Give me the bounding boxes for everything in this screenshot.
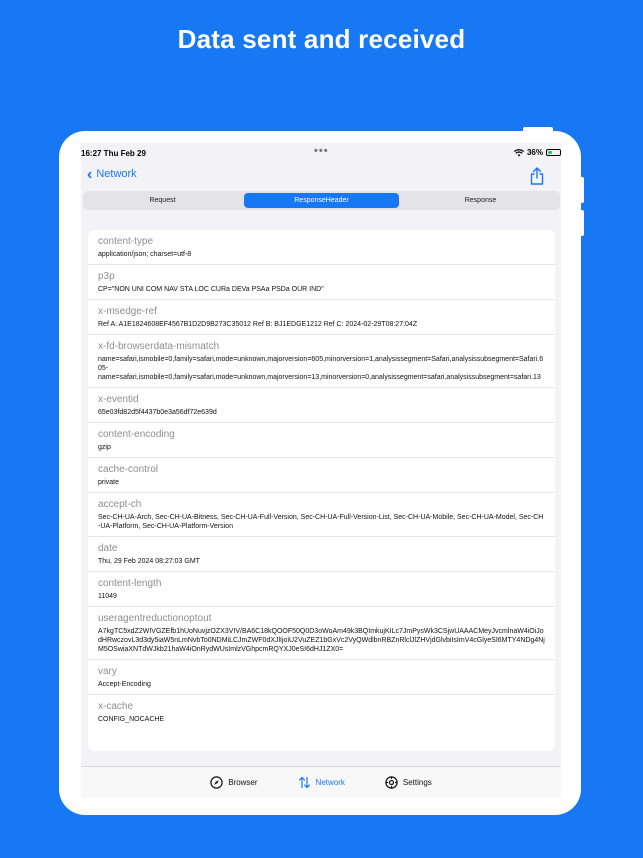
header-key: p3p — [98, 271, 115, 282]
tab-network[interactable] — [298, 776, 345, 789]
header-value: Thu, 29 Feb 2024 08:27:03 GMT — [98, 558, 200, 565]
arrows-up-down-icon — [298, 776, 311, 789]
tab-bar — [81, 766, 561, 798]
back-button[interactable] — [87, 165, 137, 183]
tab-network-label: Network — [315, 778, 345, 787]
header-value: 65e03fd82d5f4437b0e3a56df72e639d — [98, 409, 217, 416]
header-key: x-msedge-ref — [98, 306, 157, 317]
tab-settings[interactable] — [385, 776, 432, 789]
segmented-control — [83, 191, 560, 210]
header-row — [88, 607, 555, 660]
tab-browser[interactable] — [210, 776, 257, 789]
header-row — [88, 493, 555, 537]
header-key: content-type — [98, 236, 154, 247]
header-row — [88, 230, 555, 265]
segment-response[interactable]: Response — [464, 197, 497, 204]
header-value: gzip — [98, 444, 111, 451]
gear-icon — [385, 776, 398, 789]
header-value: 11049 — [98, 593, 117, 600]
header-row — [88, 423, 555, 458]
header-key: useragentreductionoptout — [98, 613, 212, 624]
segment-request[interactable]: Request — [149, 197, 176, 204]
share-icon[interactable] — [529, 167, 545, 185]
tab-browser-label: Browser — [228, 778, 258, 787]
header-value: Ref A: A1E1824608EF4567B1D2D9B273C35012 Ref B: BJ1EDGE1212 Ref C: 2024-02-29T08:27:04Z — [98, 321, 418, 328]
header-value: private — [98, 479, 120, 486]
header-key: vary — [98, 666, 117, 677]
header-row — [88, 572, 555, 607]
header-key: accept-ch — [98, 499, 142, 510]
compass-icon — [210, 776, 223, 789]
header-row — [88, 537, 555, 572]
header-row — [88, 458, 555, 493]
header-key: content-length — [98, 578, 162, 589]
header-value: Sec-CH-UA-Arch, Sec-CH-UA-Bitness, Sec-CH-UA-Full-Version, Sec-CH-UA-Full-Version-List, Sec-CH-UA-Mobile, Sec-CH-UA-Model, Sec-CH-UA-Platform, Sec-CH-UA-Platform-Version — [98, 514, 544, 530]
wifi-icon — [514, 149, 524, 157]
segment-responseheader[interactable]: ResponseHeader — [244, 193, 399, 208]
status-bar — [81, 146, 561, 162]
header-value: A7kgTC5xdZ2WIVGZEfb1hUoNuvjzOZX3VIV/BA6C18kQOOF50Q0D3oWoAm49k3BQImkujKILc7JmPysWk3CSjwUAAACMeyJvcmlnaW4iOiJodHRwczovL3d3dy5iaW5nLmNvbTo0NDMiLCJmZWF0dXJlIjoiU2VuZEZ1bGxVc2VyQWdlbnRBZnRlclJlZHVjdGlvbiIsImV4cGlyeSI6MTY4NDg4NjM5OSwiaXNTdWJkb21haW4iOnRydWUsImlzVGhpcmRQYXJ0eSI6dHJ1ZX0= — [98, 628, 545, 653]
header-value: CP="NON UNI COM NAV STA LOC CURa DEVa PSAa PSDa OUR IND" — [98, 286, 324, 293]
nav-bar — [81, 164, 561, 188]
header-value: Accept-Encoding — [98, 681, 151, 688]
header-key: content-encoding — [98, 429, 175, 440]
battery-icon — [546, 149, 561, 156]
status-time: 16:27 Thu Feb 29 — [81, 149, 146, 158]
multitasking-dots-icon[interactable]: ••• — [314, 145, 329, 157]
header-key: x-fd-browserdata-mismatch — [98, 341, 220, 352]
header-row — [88, 695, 555, 729]
back-label: Network — [96, 168, 137, 180]
headline: Data sent and received — [177, 24, 466, 54]
header-row — [88, 300, 555, 335]
tab-settings-label: Settings — [402, 778, 432, 787]
header-row — [88, 660, 555, 695]
header-key: x-eventid — [98, 394, 139, 405]
header-key: cache-control — [98, 464, 159, 475]
header-value: name=safari,ismobile=0,family=safari,mode=unknown,majorversion=605,minorversion=1,analysissegment=Safari,analysissubsegment=Safari.605- name=safari,ismobile=0,family=safari,mode=unknown,majorversion=13,minorversion=0,analysissegment=safari,analysissubsegment=safari.13 — [98, 356, 544, 381]
header-row — [88, 265, 555, 300]
battery-percent: 36% — [526, 148, 543, 157]
header-value: CONFIG_NOCACHE — [98, 716, 165, 723]
header-row — [88, 388, 555, 423]
chevron-left-icon: ‹ — [87, 165, 93, 183]
header-key: date — [98, 543, 118, 554]
status-right — [514, 148, 561, 157]
header-value: application/json; charset=utf-8 — [98, 251, 192, 258]
header-key: x-cache — [98, 701, 134, 712]
header-list — [88, 230, 555, 751]
header-row — [88, 335, 555, 388]
